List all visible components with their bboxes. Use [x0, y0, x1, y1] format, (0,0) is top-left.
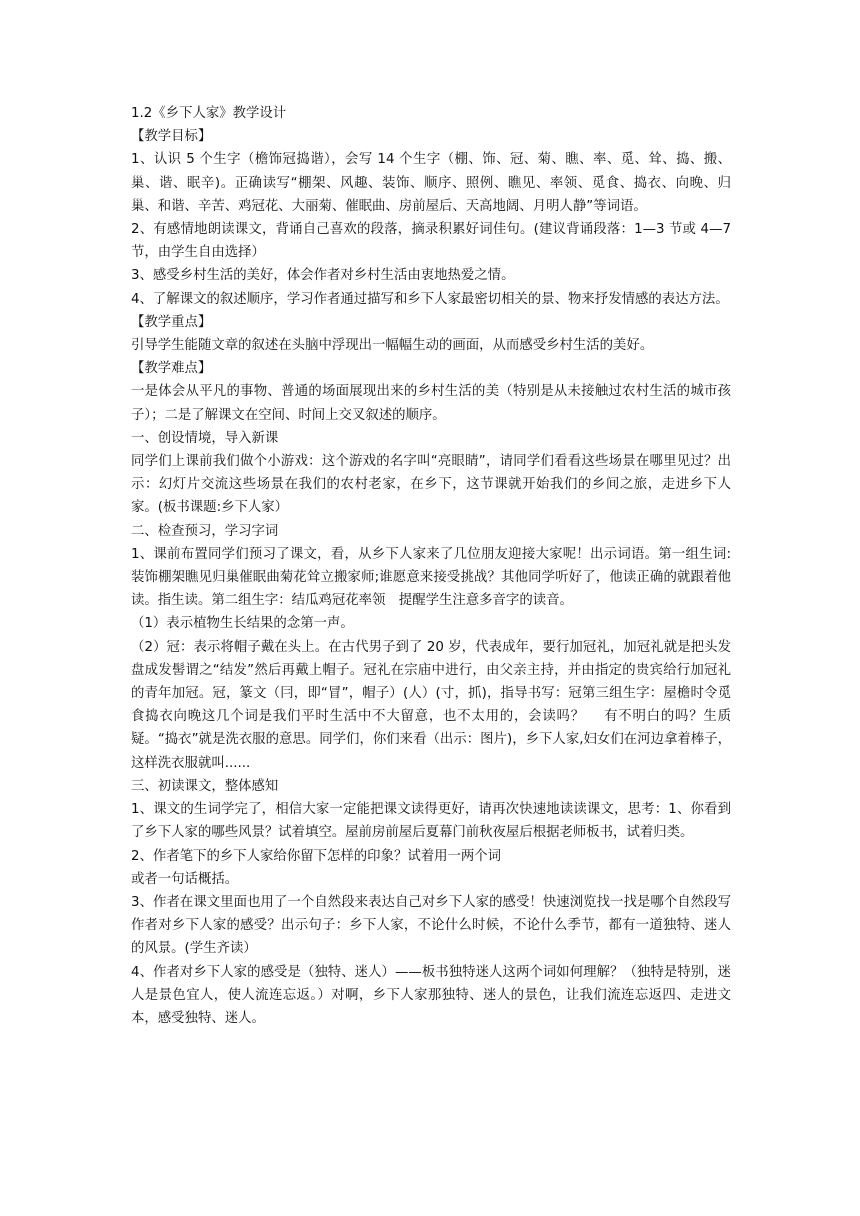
- step-2-text: 1、课前布置同学们预习了课文，看，从乡下人家来了几位朋友迎接大家呢！出示词语。第一组生词:装饰棚架瞧见归巢催眠曲菊花耸立搬家师;谁愿意来接受挑战？其他同学听好了，他读正确的就跟着他读。指生读。第二组生字：结瓜鸡冠花率领 提醒学生注意多音字的读音。: [131, 546, 731, 609]
- section-heading-objectives: 【教学目标】: [131, 129, 212, 145]
- objective-4: 4、了解课文的叙述顺序，学习作者通过描写和乡下人家最密切相关的景、物来抒发情感的表达方法。: [131, 291, 729, 307]
- step-3-heading: 三、初读课文，整体感知: [131, 778, 279, 794]
- objective-2: 2、有感情地朗读课文，背诵自己喜欢的段落，摘录积累好词佳句。(建议背诵段落：1—3 节或 4—7 节，由学生自由选择）: [131, 222, 731, 261]
- key-points-text: 引导学生能随文章的叙述在头脑中浮现出一幅幅生动的画面，从而感受乡村生活的美好。: [131, 338, 654, 354]
- step-3-item-2-cont: 或者一句话概括。: [131, 871, 239, 887]
- objective-3: 3、感受乡村生活的美好，体会作者对乡村生活由衷地热爱之情。: [131, 268, 515, 284]
- step-3-item-3: 3、作者在课文里面也用了一个自然段来表达自己对乡下人家的感受！快速浏览找一找是哪个自然段写作者对乡下人家的感受？出示句子：乡下人家，不论什么时候，不论什么季节，都有一道独特、迷人的风景。(学生齐读）: [131, 894, 731, 957]
- section-heading-key-points: 【教学重点】: [131, 314, 212, 330]
- document-title: 1.2《乡下人家》教学设计: [131, 106, 287, 121]
- step-2-note-2: （2）冠：表示将帽子戴在头上。在古代男子到了 20 岁，代表成年，要行加冠礼，加冠礼就是把头发盘成发髻谓之“结发”然后再戴上帽子。冠礼在宗庙中进行，由父亲主持，并由指定的贵宾给行加冠礼的青年加冠。冠，篆文（冃，即“冒”，帽子）(人）(寸，抓)，指导书写：冠第三组生字：屋檐时令觅食捣衣向晚这几个词是我们平时生活中不大留意，也不太用的，会读吗？ 有不明白的吗？生质疑。“捣衣”就是洗衣服的意思。同学们，你们来看（出示：图片)，乡下人家,妇女们在河边拿着棒子，这样洗衣服就叫......: [131, 639, 731, 771]
- difficulties-text: 一是体会从平凡的事物、普通的场面展现出来的乡村生活的美（特别是从未接触过农村生活的城市孩子）；二是了解课文在空间、时间上交叉叙述的顺序。: [131, 384, 731, 423]
- step-1-text: 同学们上课前我们做个小游戏：这个游戏的名字叫“亮眼睛”，请同学们看看这些场景在哪里见过？出示：幻灯片交流这些场景在我们的农村老家，在乡下，这节课就开始我们的乡间之旅，走进乡下人家。(板书课题:乡下人家）: [131, 454, 731, 516]
- step-3-item-1: 1、课文的生词学完了，相信大家一定能把课文读得更好，请再次快速地读读课文，思考：1、你看到了乡下人家的哪些风景？试着填空。屋前房前屋后夏幕门前秋夜屋后根据老师板书，试着归类。: [131, 802, 731, 841]
- document-body: [131, 102, 731, 1030]
- step-3-item-4: 4、作者对乡下人家的感受是（独特、迷人）——板书独特迷人这两个词如何理解？（独特是特别，迷人是景色宜人，使人流连忘返。）对啊，乡下人家那独特、迷人的景色，让我们流连忘返四、走进文本，感受独特、迷人。: [131, 964, 731, 1026]
- step-3-item-2: 2、作者笔下的乡下人家给你留下怎样的印象？试着用一两个词: [131, 848, 502, 864]
- step-2-note-1: （1）表示植物生长结果的念第一声。: [131, 616, 354, 632]
- step-2-heading: 二、检查预习，学习字词: [131, 523, 279, 539]
- section-heading-difficulties: 【教学难点】: [131, 361, 212, 377]
- objective-1: 1、认识 5 个生字（檐饰冠捣谐），会写 14 个生字（棚、饰、冠、菊、瞧、率、觅、耸、捣、搬、巢、谐、眠辛)。正确读写“棚架、风趣、装饰、顺序、照例、瞧见、率领、觅食、捣衣、向晚、归巢、和谐、辛苦、鸡冠花、大丽菊、催眠曲、房前屋后、天高地阔、月明人静”等词语。: [131, 152, 731, 214]
- step-1-heading: 一、创设情境，导入新课: [131, 430, 279, 446]
